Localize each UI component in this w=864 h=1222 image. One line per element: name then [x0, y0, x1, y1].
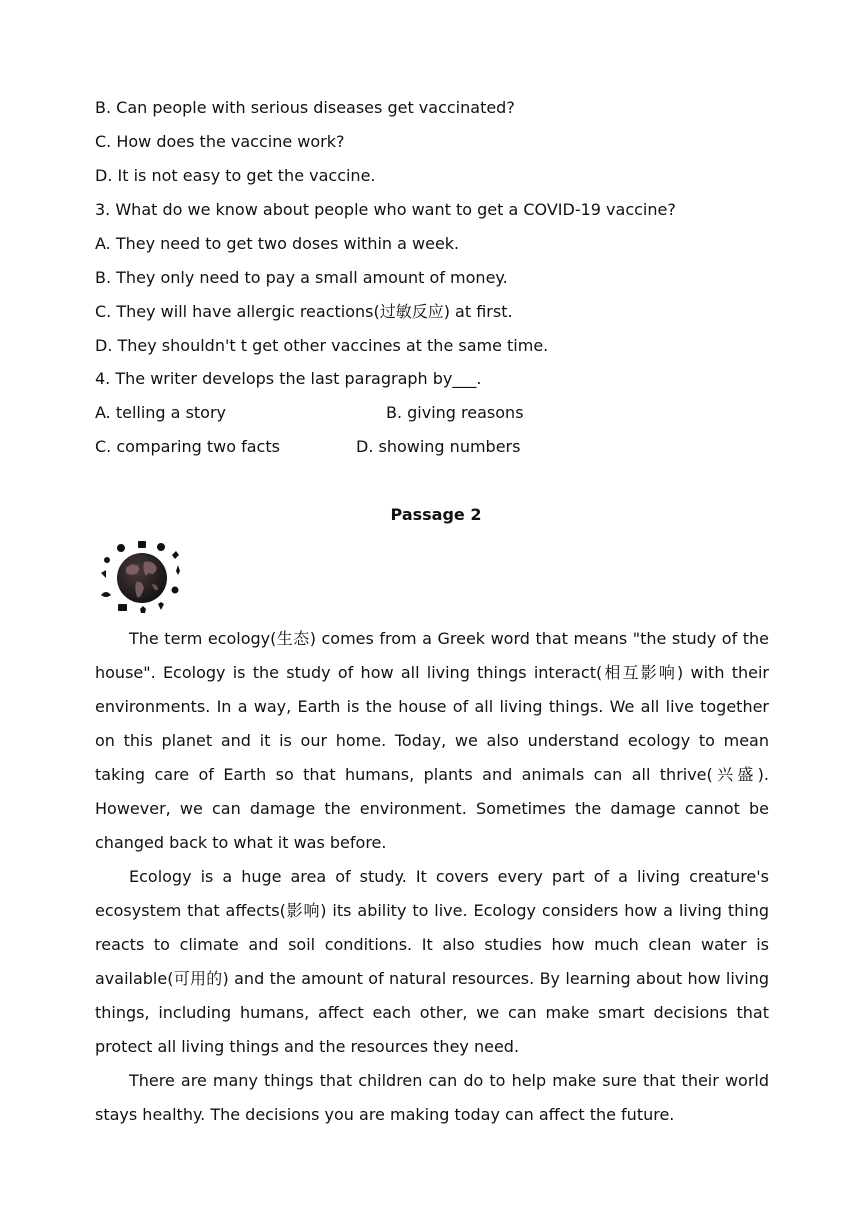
passage-2-paragraph-2: Ecology is a huge area of study. It covers every part of a living creature's ecosystem that affects(影响) its ability to live. Ecology considers how a living thing reacts to climate and soil conditions. It also studies how much clean water is available(可用的) and the amount of natural resources. By learning about how living things, including humans, affect each other, we can make smart decisions that protect all living things and the resources they need. — [95, 867, 769, 1056]
q2-option-c: C. How does the vaccine work? — [95, 132, 345, 151]
passage-2-paragraph-1: The term ecology(生态) comes from a Greek word that means "the study of the house". Ecology is the study of how all living things interact(相互影响) with their environments. In a way, Earth is the house of all living things. We all live together on this planet and it is our home. Today, we also understand ecology to mean taking care of Earth so that humans, plants and animals can all thrive(兴盛). However, we can damage the environment. Sometimes the damage cannot be changed back to what it was before. — [95, 629, 769, 852]
q4-stem: 4. The writer develops the last paragraph by___. — [95, 369, 482, 388]
q4-option-c: C. comparing two facts — [95, 437, 280, 456]
q3-option-a: A. They need to get two doses within a week. — [95, 234, 460, 253]
q4-option-b: B. giving reasons — [386, 403, 524, 422]
q4-option-a: A. telling a story — [95, 403, 227, 422]
q3-option-d: D. They shouldn't t get other vaccines at the same time. — [95, 336, 549, 355]
q3-option-c: C. They will have allergic reactions(过敏反应) at first. — [95, 302, 513, 321]
ecology-globe-icon — [96, 538, 186, 620]
q4-option-d: D. showing numbers — [356, 437, 521, 456]
q2-option-d: D. It is not easy to get the vaccine. — [95, 166, 376, 185]
q3-option-b: B. They only need to pay a small amount of money. — [95, 268, 508, 287]
q3-stem: 3. What do we know about people who want to get a COVID-19 vaccine? — [95, 200, 676, 219]
q2-option-b: B. Can people with serious diseases get vaccinated? — [95, 98, 515, 117]
passage-2-paragraph-3: There are many things that children can do to help make sure that their world stays healthy. The decisions you are making today can affect the future. — [95, 1071, 769, 1124]
passage-2-title: Passage 2 — [390, 505, 482, 524]
